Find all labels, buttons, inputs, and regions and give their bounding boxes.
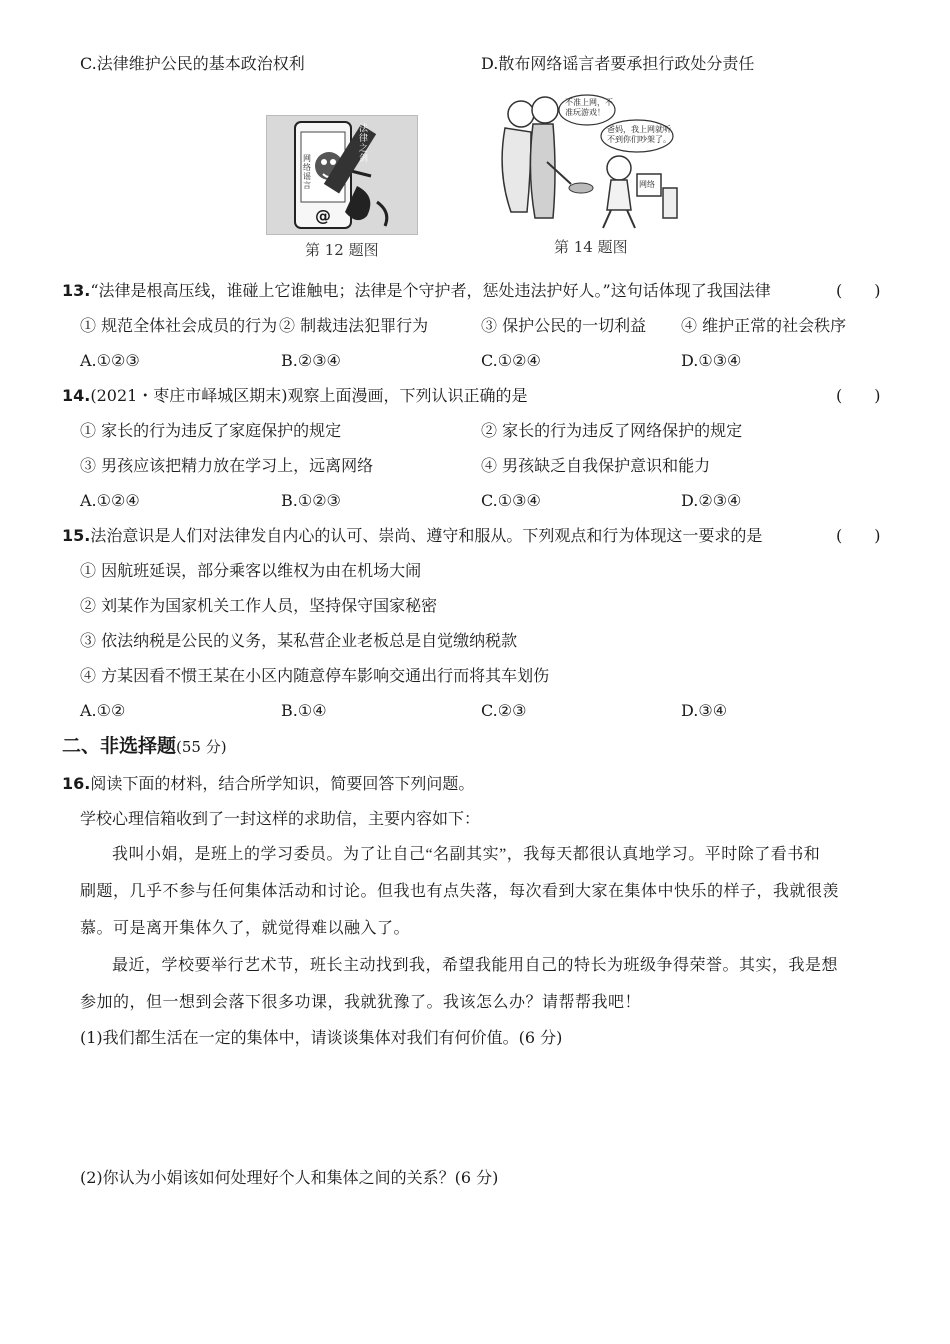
q13-item-1: ① 规范全体社会成员的行为 xyxy=(80,316,278,335)
fig14-caption: 第 14 题图 xyxy=(554,238,628,256)
fig14-child-bubble-line2: 不到你们吵架了。 xyxy=(607,135,671,144)
fig12-at-sign: @ xyxy=(315,206,331,225)
q15-answer-bracket: ( ) xyxy=(836,526,881,545)
fig12-sword-label: 法律之剑 xyxy=(359,124,369,164)
fig14-parent-bubble-line1: 不准上网，不 xyxy=(565,98,613,107)
q15-option-a: A.①② xyxy=(80,701,126,720)
q13-option-a: A.①②③ xyxy=(80,351,140,370)
q14-item-1: ① 家长的行为违反了家庭保护的规定 xyxy=(80,421,342,440)
q14-answer-bracket: ( ) xyxy=(836,386,881,405)
q15-option-d: D.③④ xyxy=(681,701,728,720)
q14-option-a: A.①②④ xyxy=(80,491,140,510)
fig14-screen-label: 网络 xyxy=(639,180,655,189)
q13-item-4: ④ 维护正常的社会秩序 xyxy=(681,316,847,335)
q15-item-3: ③ 依法纳税是公民的义务，某私营企业老板总是自觉缴纳税款 xyxy=(80,631,518,650)
section-2-title: 二、非选择题 xyxy=(62,735,177,757)
q13-stem: “法律是根高压线，谁碰上它谁触电；法律是个守护者，惩处违法护好人。”这句话体现了我国法律 xyxy=(90,281,771,300)
letter-line-3: 慕。可是离开集体久了，就觉得难以融入了。 xyxy=(80,920,411,937)
q12-option-d: D.散布网络谣言者要承担行政处分责任 xyxy=(481,54,755,73)
q15-option-b: B.①④ xyxy=(281,701,327,720)
q14-stem: (2021・枣庄市峄城区期末)观察上面漫画，下列认识正确的是 xyxy=(90,386,528,405)
fig14-child-bubble xyxy=(607,125,671,145)
q14-item-4: ④ 男孩缺乏自我保护意识和能力 xyxy=(481,456,711,475)
q14-stem-line xyxy=(62,386,528,406)
law-sword-cartoon-image xyxy=(267,116,417,234)
figure-14-cartoon xyxy=(487,92,687,232)
letter-line-4: 最近，学校要举行艺术节，班长主动找到我，希望我能用自己的特长为班级争得荣誉。其实，我是想 xyxy=(112,957,839,974)
q15-option-c: C.②③ xyxy=(481,701,527,720)
q16-intro: 学校心理信箱收到了一封这样的求助信，主要内容如下： xyxy=(80,809,481,828)
q15-stem-line xyxy=(62,526,762,546)
fig14-parent-bubble-line2: 准玩游戏！ xyxy=(565,108,605,117)
letter-line-1: 我叫小娟，是班上的学习委员。为了让自己“名副其实”，我每天都很认真地学习。平时除了看书和 xyxy=(112,846,821,863)
q14-number: 14. xyxy=(62,386,91,405)
q13-answer-bracket: ( ) xyxy=(836,281,881,300)
figure-12-cartoon xyxy=(266,115,418,235)
q13-option-d: D.①③④ xyxy=(681,351,742,370)
q14-option-b: B.①②③ xyxy=(281,491,341,510)
q15-item-2: ② 刘某作为国家机关工作人员，坚持保守国家秘密 xyxy=(80,596,438,615)
letter-line-2: 刷题，几乎不参与任何集体活动和讨论。但我也有点失落，每次看到大家在集体中快乐的样子，我就很羡 xyxy=(80,883,840,900)
section-2-score: (55 分) xyxy=(176,738,227,756)
q13-number: 13. xyxy=(62,281,91,300)
q13-option-b: B.②③④ xyxy=(281,351,341,370)
q13-stem-line xyxy=(62,281,771,301)
q16-stem-line xyxy=(62,774,474,794)
fig12-phone-label: 网络谣言 xyxy=(303,154,311,190)
fig14-child-bubble-line1: 爸妈，我上网就听 xyxy=(607,125,671,134)
q16-number: 16. xyxy=(62,774,91,793)
q12-option-c: C.法律维护公民的基本政治权利 xyxy=(80,54,305,73)
q14-option-d: D.②③④ xyxy=(681,491,742,510)
fig12-caption: 第 12 题图 xyxy=(305,241,379,259)
letter-line-5: 参加的，但一想到会落下很多功课，我就犹豫了。我该怎么办？请帮帮我吧！ xyxy=(80,994,642,1011)
fig14-parent-bubble xyxy=(565,98,613,118)
section-2-heading xyxy=(62,734,227,759)
q15-item-4: ④ 方某因看不惯王某在小区内随意停车影响交通出行而将其车划伤 xyxy=(80,666,550,685)
q15-stem: 法治意识是人们对法律发自内心的认可、崇尚、遵守和服从。下列观点和行为体现这一要求的是 xyxy=(90,526,763,545)
q16-subquestion-1: (1)我们都生活在一定的集体中，请谈谈集体对我们有何价值。(6 分) xyxy=(80,1028,563,1047)
q15-item-1: ① 因航班延误，部分乘客以维权为由在机场大闹 xyxy=(80,561,422,580)
q14-item-3: ③ 男孩应该把精力放在学习上，远离网络 xyxy=(80,456,374,475)
q13-option-c: C.①②④ xyxy=(481,351,541,370)
q16-stem: 阅读下面的材料，结合所学知识，简要回答下列问题。 xyxy=(90,774,475,793)
q14-option-c: C.①③④ xyxy=(481,491,541,510)
q15-number: 15. xyxy=(62,526,91,545)
q13-item-2: ② 制裁违法犯罪行为 xyxy=(279,316,429,335)
q13-item-3: ③ 保护公民的一切利益 xyxy=(481,316,647,335)
q14-item-2: ② 家长的行为违反了网络保护的规定 xyxy=(481,421,743,440)
q16-subquestion-2: (2)你认为小娟该如何处理好个人和集体之间的关系？(6 分) xyxy=(80,1168,499,1187)
